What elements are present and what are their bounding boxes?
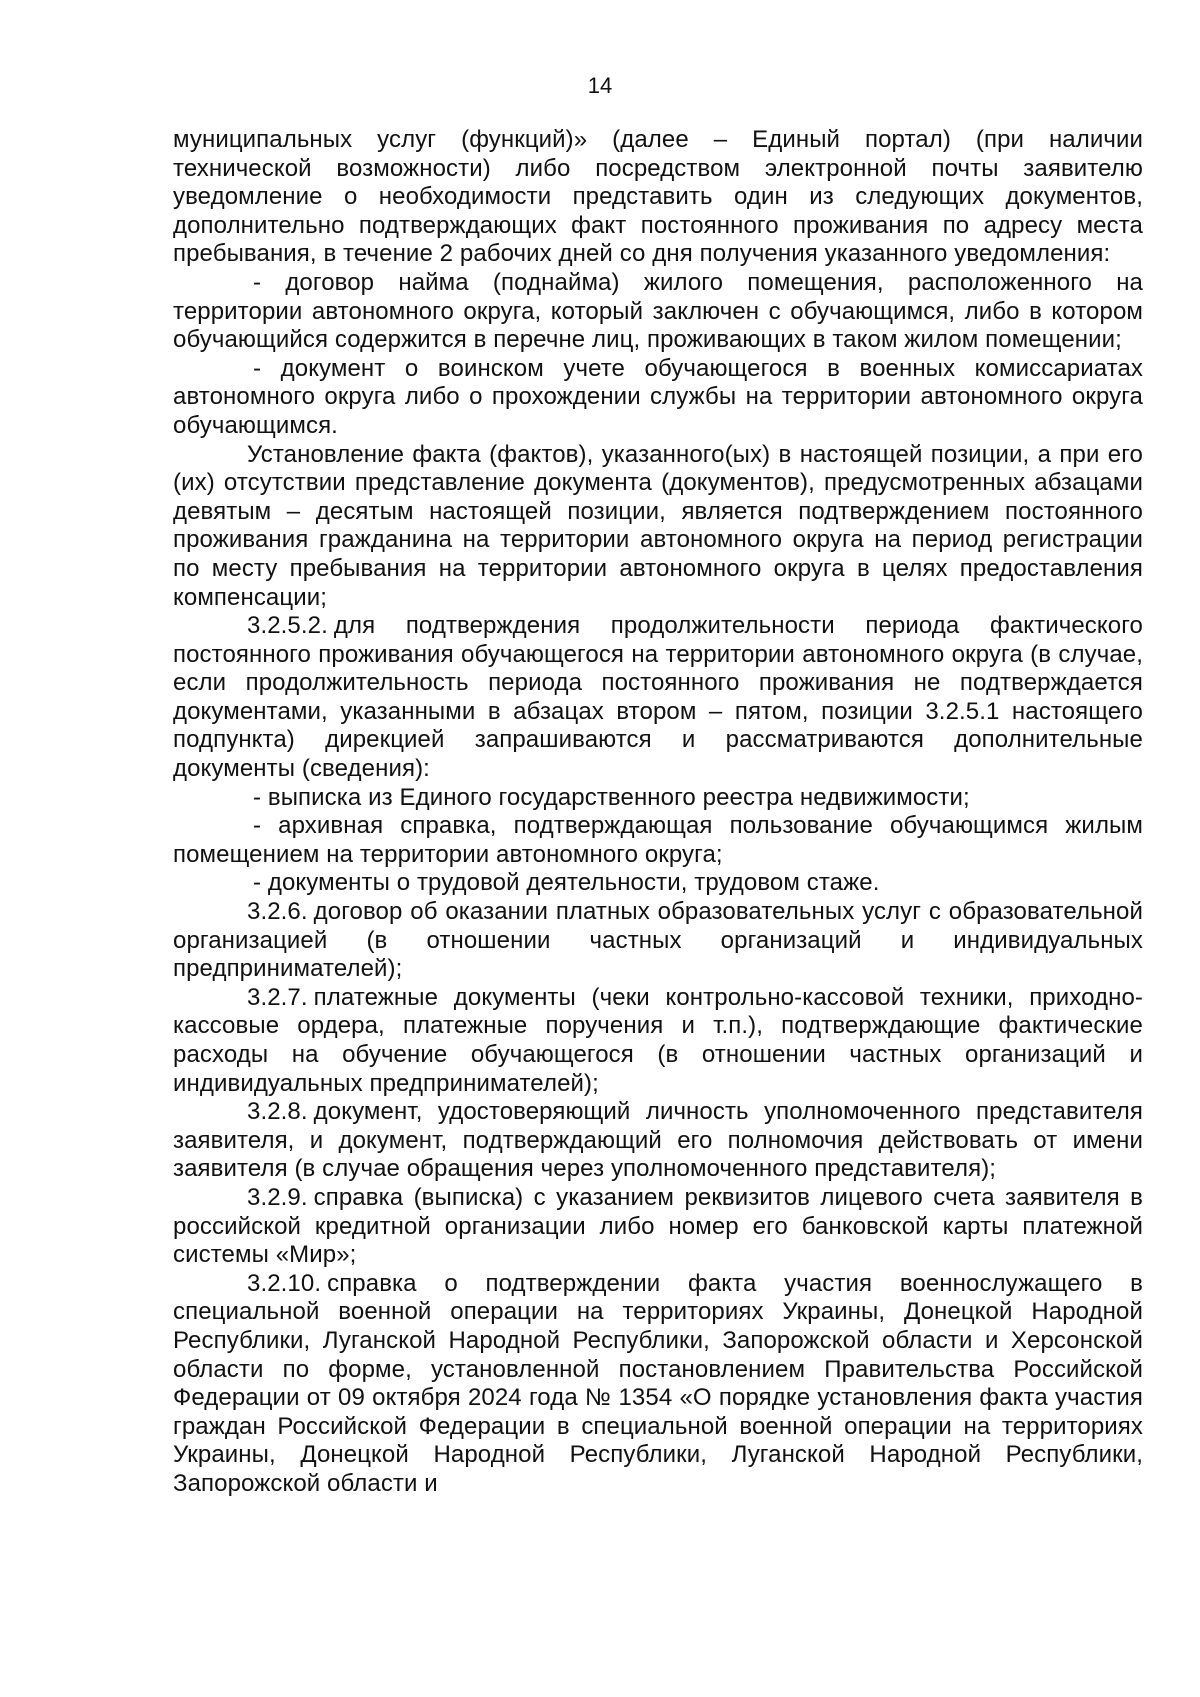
clause-3-2-10 <box>173 1270 1143 1499</box>
paragraph-intro-continuation: муниципальных услуг (функций)» (далее – Единый портал) (при наличии технической возможности) либо посредством электронной почты заявителю уведомление о необходимости представить один из следующих документов, дополнительно подтверждающих факт постоянного проживания по адресу места пребывания, в течение 2 рабочих дней со дня получения указанного уведомления: <box>173 126 1143 268</box>
list-item-military-registration: - документ о воинском учете обучающегося в военных комиссариатах автономного округа либо о прохождении службы на территории автономного округа обучающимся. <box>173 354 1143 439</box>
clause-3-2-6 <box>173 898 1143 984</box>
clause-3-2-9 <box>173 1184 1143 1270</box>
clause-text: для подтверждения продолжительности периода фактического постоянного проживания обучающегося на территории автономного округа (в случае, если продолжительность периода постоянного проживания не подтверждается документами, указанными в абзацах втором – пятом, позиции 3.2.5.1 настоящего подпункта) дирекцией запрашиваются и рассматриваются дополнительные документы (сведения): <box>173 612 1143 783</box>
clause-text: справка (выписка) с указанием реквизитов лицевого счета заявителя в российской кредитной организации либо номер его банковской карты платежной системы «Мир»; <box>173 1183 1143 1269</box>
clause-3-2-5-2 <box>173 612 1143 784</box>
clause-text: платежные документы (чеки контрольно-кассовой техники, приходно-кассовые ордера, платежные поручения и т.п.), подтверждающие фактические расходы на обучение обучающегося (в отношении частных организаций и индивидуальных предпринимателей); <box>173 983 1143 1097</box>
clause-number: 3.2.8. <box>247 1098 308 1126</box>
document-body <box>173 126 1143 1499</box>
clause-text: договор об оказании платных образовательных услуг с образовательной организацией (в отношении частных организаций и индивидуальных предпринимателей); <box>173 898 1143 983</box>
clause-text: справка о подтверждении факта участия военнослужащего в специальной военной операции на территориях Украины, Донецкой Народной Республики, Луганской Народной Республики, Запорожской области и Херсонской области по форме, установленной постановлением Правительства Российской Федерации от 09 октября 2024 года № 1354 «О порядке установления факта участия граждан Российской Федерации в специальной военной операции на территориях Украины, Донецкой Народной Республики, Луганской Народной Республики, Запорожской области и <box>173 1269 1143 1497</box>
list-item-employment-documents: - документы о трудовой деятельности, трудовом стаже. <box>253 869 880 897</box>
clause-number: 3.2.5.2. <box>247 612 328 640</box>
list-item-rental-contract: - договор найма (поднайма) жилого помещения, расположенного на территории автономного округа, который заключен с обучающимся, либо в котором обучающийся содержится в перечне лиц, проживающих в таком жилом помещении; <box>173 268 1143 354</box>
clause-number: 3.2.7. <box>247 983 308 1011</box>
clause-number: 3.2.9. <box>247 1183 308 1211</box>
clause-text: документ, удостоверяющий личность уполномоченного представителя заявителя, и документ, подтверждающий его полномочия действовать от имени заявителя (в случае обращения через уполномоченного представителя); <box>173 1098 1143 1183</box>
list-item-archive-certificate: - архивная справка, подтверждающая пользование обучающимся жилым помещением на территории автономного округа; <box>173 812 1143 868</box>
clause-3-2-8 <box>173 1098 1143 1184</box>
list-item-real-estate-extract: - выписка из Единого государственного реестра недвижимости; <box>253 783 970 811</box>
paragraph-fact-establishment: Установление факта (фактов), указанного(ых) в настоящей позиции, а при его (их) отсутствии представление документа (документов), предусмотренных абзацами девятым – десятым настоящей позиции, является подтверждением постоянного проживания гражданина на территории автономного округа на период регистрации по месту пребывания на территории автономного округа в целях предоставления компенсации; <box>173 440 1143 611</box>
page-number: 14 <box>587 73 613 98</box>
clause-number: 3.2.10. <box>247 1269 322 1297</box>
clause-number: 3.2.6. <box>247 898 308 926</box>
clause-3-2-7 <box>173 984 1143 1098</box>
